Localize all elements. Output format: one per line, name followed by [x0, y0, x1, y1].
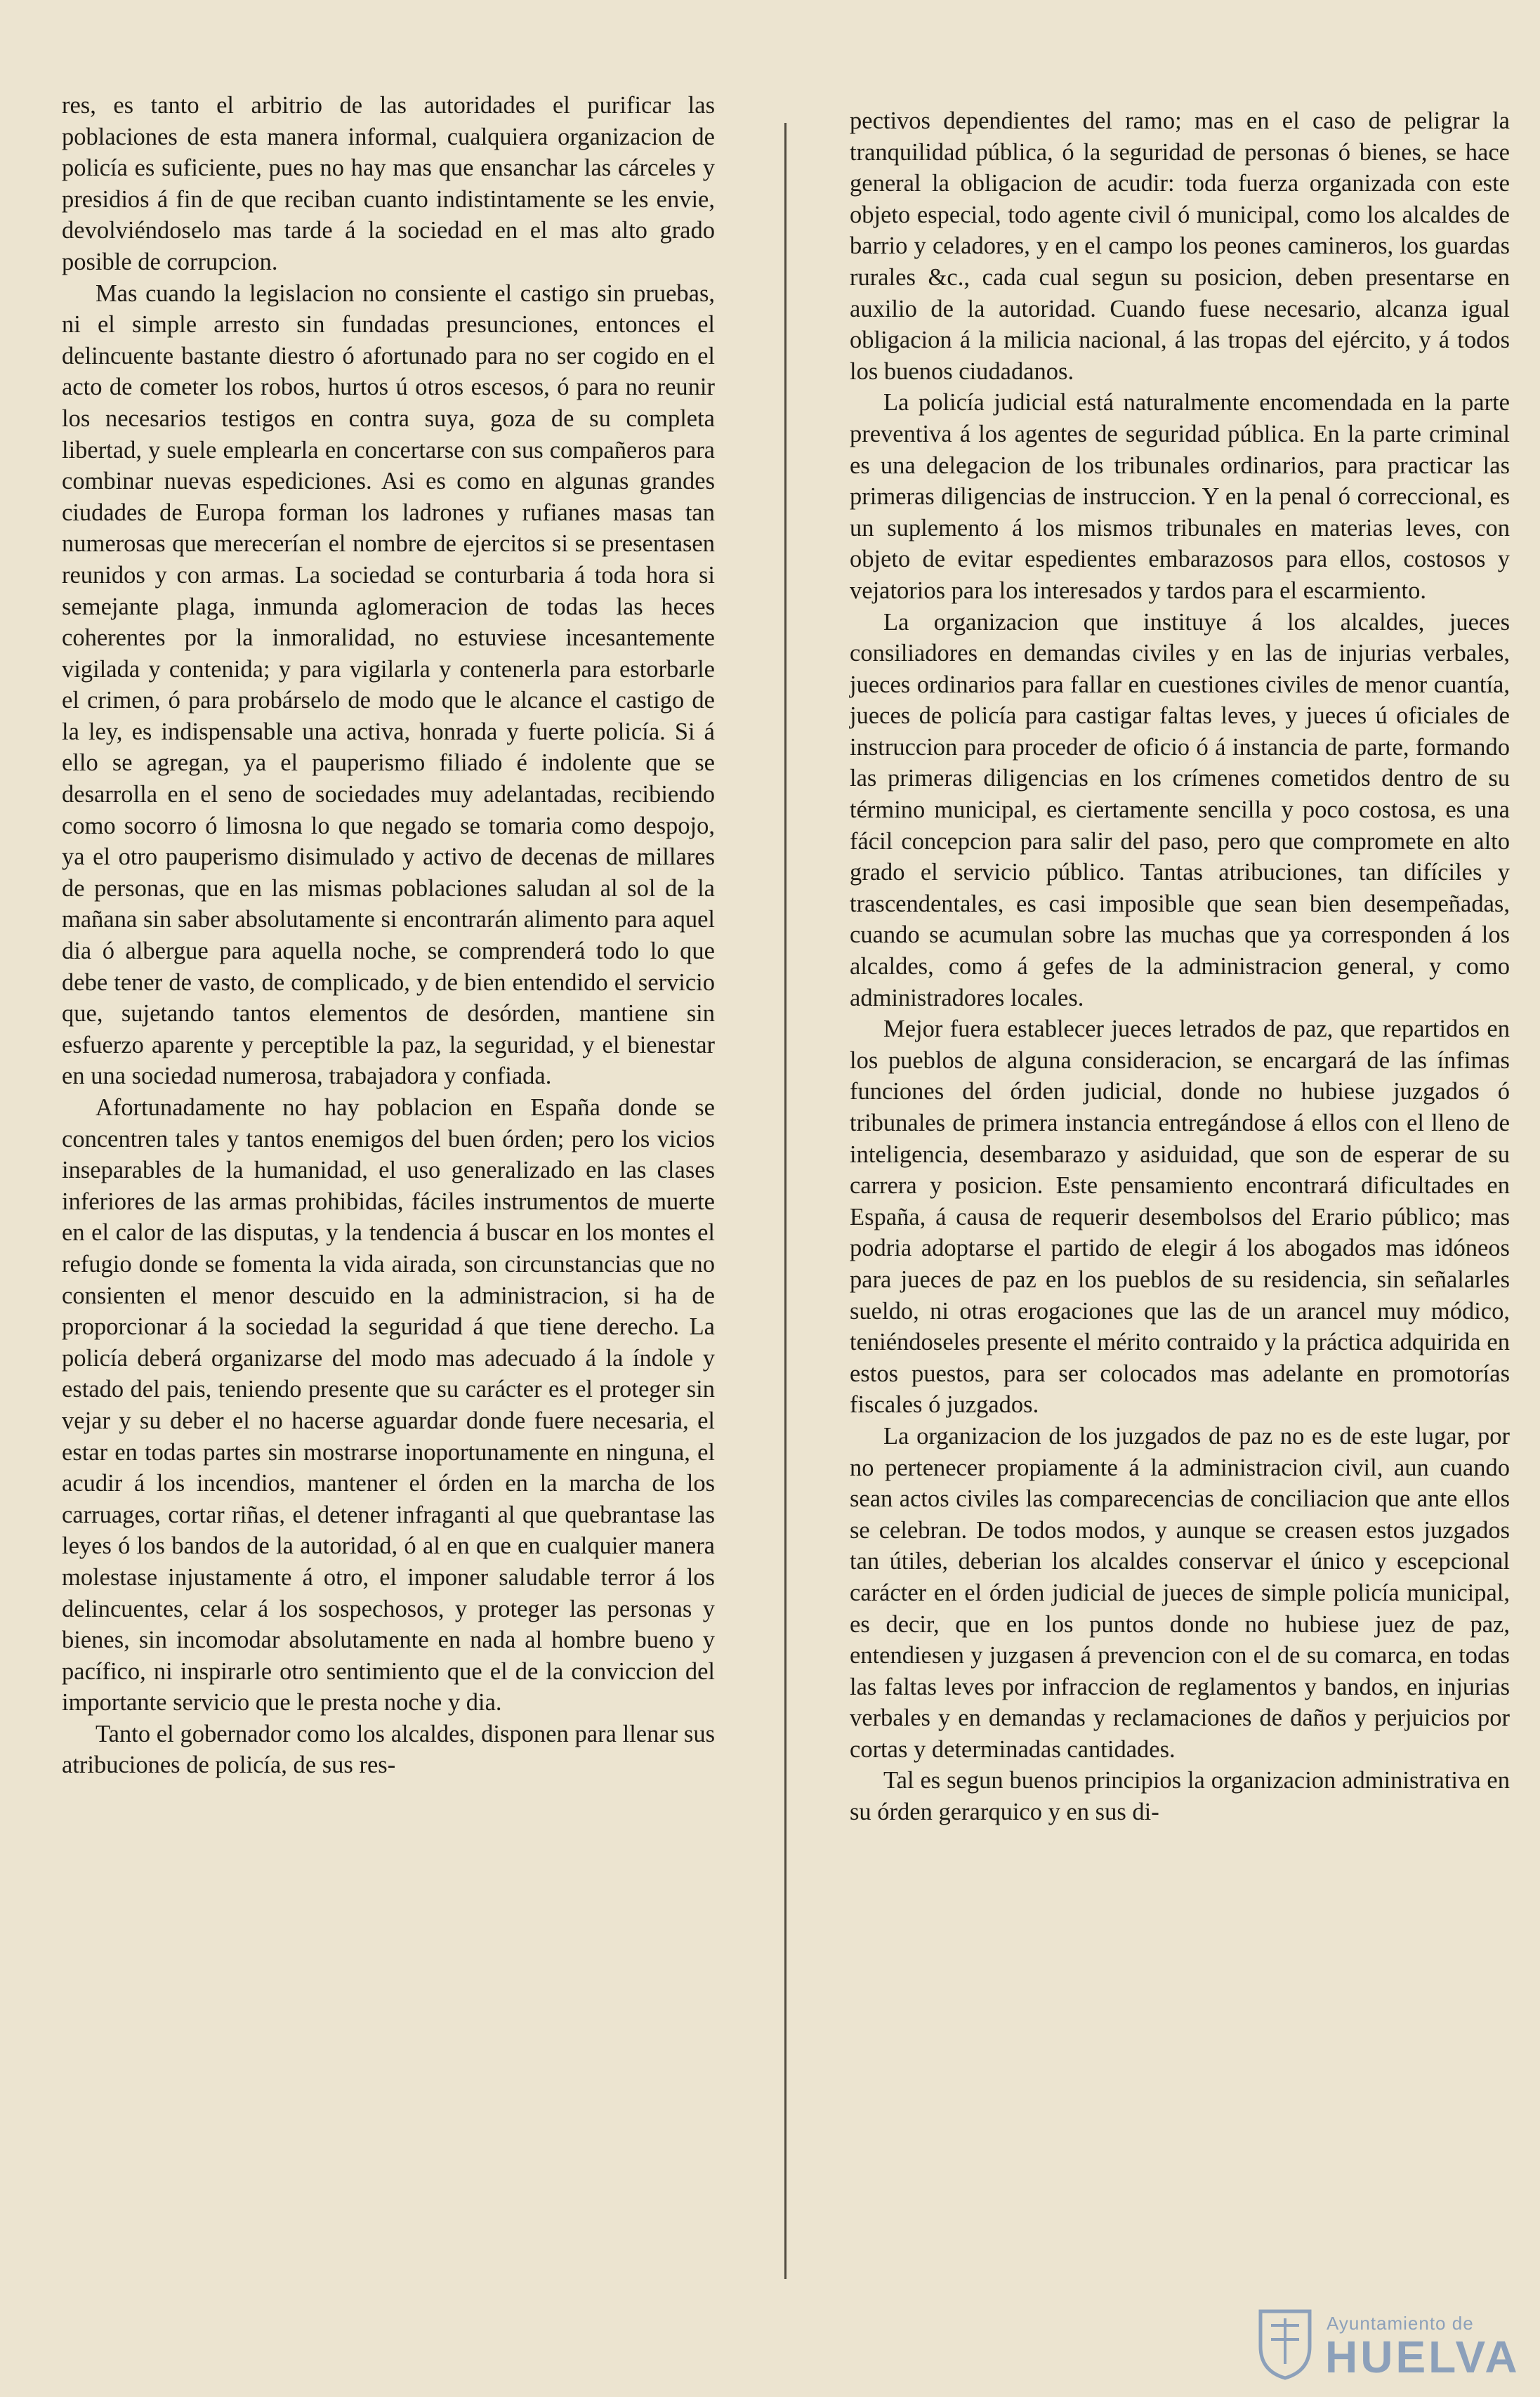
paragraph: pectivos dependientes del ramo; mas en el caso de peligrar la tranquilidad pública, ó la seguridad de personas ó bienes, se hace general la obligacion de acudir: toda fuerza organizada con este objeto especial, todo agente civil ó municipal, como los alcaldes de barrio y celadores, y en el campo los peones camineros, los guardas rurales &c., cada cual segun su posicion, deben presentarse en auxilio de la autoridad. Cuando fuese necesario, alcanza igual obligacion á la milicia nacional, á las tropas del ejército, y á todos los buenos ciudadanos.	[850, 107, 1510, 385]
paragraph: La organizacion que instituye á los alcaldes, jueces consiliadores en demandas civiles y en las de injurias verbales, jueces ordinarios para fallar en cuestiones civiles de menor cuantía, jueces de policía para castigar faltas leves, y jueces ú oficiales de instruccion para proceder de oficio ó á instancia de parte, formando las primeras diligencias en los crímenes cometidos dentro de su término municipal, es ciertamente sencilla y poco costosa, es una fácil concepcion para salir del paso, pero que compromete en alto grado el servicio público. Tantas atribuciones, tan difíciles y trascendentales, es casi imposible que sean bien desempeñadas, cuando se acumulan sobre las muchas que ya corresponden á los alcaldes, como á gefes de la administracion general, y como administradores locales.	[850, 608, 1510, 1011]
paragraph: Tal es segun buenos principios la organizacion administrativa en su órden gerarquico y en sus di-	[850, 1767, 1510, 1826]
coat-of-arms-icon	[1253, 2304, 1317, 2382]
paragraph: Mejor fuera establecer jueces letrados de paz, que repartidos en los pueblos de alguna consideracion, se encargará de las ínfimas funciones del órden judicial, donde no hubiese juzgados ó tribunales de primera instancia entregándose á ellos con el lleno de inteligencia, desembarazo y asiduidad, que son de esperar de su carrera y posicion. Este pensamiento encontrará dificultades en España, á causa de requerir desembolsos del Erario público; mas podria adoptarse el partido de elegir á los abogados mas idóneos para jueces de paz en los pueblos de su residencia, sin señalarles sueldo, ni otras erogaciones que las de un arancel muy módico, teniéndoseles presente el mérito contraido y la práctica adquirida en estos puestos, para ser colocados mas adelante en promotorías fiscales ó juzgados.	[850, 1016, 1510, 1419]
paragraph: La policía judicial está naturalmente encomendada en la parte preventiva á los agentes de seguridad pública. En la parte criminal es una delegacion de los tribunales ordinarios, para practicar las primeras diligencias de instruccion. Y en la penal ó correccional, es un suplemento á los mismos tribunales en materias leves, con objeto de evitar espedientes embarazosos para ellos, costosos y vejatorios para los interesados y tardos para el escarmiento.	[850, 389, 1510, 604]
watermark-line1: Ayuntamiento de	[1327, 2313, 1474, 2334]
paragraph: Afortunadamente no hay poblacion en España donde se concentren tales y tantos enemigos del buen órden; pero los vicios inseparables de la humanidad, el uso generalizado en las clases inferiores de las armas prohibidas, fáciles instrumentos de muerte en el calor de las disputas, y la tendencia á buscar en los montes el refugio donde se fomenta la vida airada, son circunstancias que no consienten el menor descuido en la administracion, si ha de proporcionar á la sociedad la seguridad á que tiene derecho. La policía deberá organizarse del modo mas adecuado á la índole y estado del pais, teniendo presente que su carácter es el proteger sin vejar y su deber el no hacerse aguardar donde fuere necesaria, el estar en todas partes sin mostrarse inoportunamente en ninguna, el acudir á los incendios, mantener el órden en la marcha de los carruages, cortar riñas, el detener infraganti al que quebrantase las leyes ó los bandos de la autoridad, ó al en que en cualquier manera molestase injustamente á otro, el imponer saludable terror á los delincuentes, celar á los sospechosos, y proteger las personas y bienes, sin incomodar absolutamente en nada al hombre bueno y pacífico, ni inspirarle otro sentimiento que el de la conviccion del importante servicio que le presta noche y dia.	[62, 1094, 715, 1716]
paragraph: res, es tanto el arbitrio de las autoridades el purificar las poblaciones de esta manera informal, cualquiera organizacion de policía es suficiente, pues no hay mas que ensanchar las cárceles y presidios á fin de que reciban cuanto indistintamente se les envie, devolviéndoselo mas tarde á la sociedad en el mas alto grado posible de corrupcion.	[62, 92, 715, 275]
left-column	[62, 90, 715, 1781]
right-column	[850, 105, 1510, 1828]
paragraph: La organizacion de los juzgados de paz no es de este lugar, por no pertenecer propiamente á la administracion civil, aun cuando sean actos civiles las comparecencias de conciliacion que ante ellos se celebran. De todos modos, y aunque se creasen estos juzgados tan útiles, deberian los alcaldes conservar el único y escepcional carácter en el órden judicial de jueces de simple policía municipal, es decir, que en los puntos donde no hubiese juez de paz, entendiesen y juzgasen á prevencion con el de su comarca, en todas las faltas leves por infraccion de reglamentos y bandos, en injurias verbales y en demandas y reclamaciones de daños y perjuicios por cortas y determinadas cantidades.	[850, 1422, 1510, 1763]
watermark-line2: HUELVA	[1325, 2332, 1520, 2382]
paragraph: Mas cuando la legislacion no consiente el castigo sin pruebas, ni el simple arresto sin fundadas presunciones, entonces el delincuente bastante diestro ó afortunado para no ser cogido en el acto de cometer los robos, hurtos ú otros escesos, ó para no reunir los necesarios testigos en contra suya, goza de su completa libertad, y suele emplearla en concertarse con sus compañeros para combinar nuevas espediciones. Asi es como en algunas grandes ciudades de Europa forman los ladrones y rufianes masas tan numerosas que merecerían el nombre de ejercitos si se presentasen reunidos y con armas. La sociedad se conturbaria á toda hora si semejante plaga, inmunda aglomeracion de todas las heces coherentes por la inmoralidad, no estuviese incesantemente vigilada y contenida; y para vigilarla y contenerla para estorbarle el crimen, ó para probárselo de modo que le alcance el castigo de la ley, es indispensable una activa, honrada y fuerte policía. Si á ello se agregan, ya el pauperismo filiado é indolente que se desarrolla en el seno de sociedades muy adelantadas, recibiendo como socorro ó limosna lo que negado se tomaria como despojo, ya el otro pauperismo disimulado y activo de decenas de millares de personas, que en las mismas poblaciones saludan al sol de la mañana sin saber absolutamente si encontrarán alimento para aquel dia ó albergue para aquella noche, se comprenderá todo lo que debe tener de vasto, de complicado, y de bien entendido el servicio que, sujetando tantos elementos de desórden, mantiene sin esfuerzo aparente y perceptible la paz, la seguridad, y el bienestar en una sociedad numerosa, trabajadora y confiada.	[62, 280, 715, 1090]
archive-watermark	[1253, 2300, 1520, 2384]
paragraph: Tanto el gobernador como los alcaldes, disponen para llenar sus atribuciones de policía, de sus res-	[62, 1720, 715, 1779]
column-divider	[784, 123, 787, 2279]
